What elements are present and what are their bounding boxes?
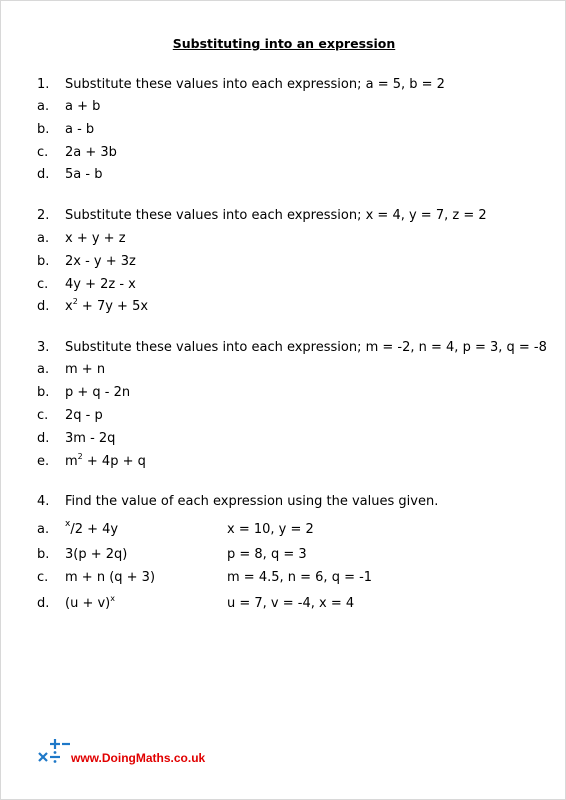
item-expression: m + n (q + 3)	[65, 570, 156, 585]
item-expression: a - b	[65, 122, 95, 137]
item-label: d.	[37, 596, 50, 611]
question-prompt: Substitute these values into each expression; a = 5, b = 2	[65, 77, 445, 92]
question-number: 1.	[37, 77, 50, 92]
item-values: m = 4.5, n = 6, q = -1	[227, 570, 373, 585]
item-expression: 3(p + 2q)	[65, 547, 128, 562]
item-expression: 5a - b	[65, 167, 103, 182]
item-label: c.	[37, 570, 49, 585]
item-label: c.	[37, 277, 49, 292]
item-values: u = 7, v = -4, x = 4	[227, 596, 355, 611]
item-expression: 2x - y + 3z	[65, 254, 136, 269]
item-expression: $m^2 + 4p + q$	[65, 452, 146, 469]
item-label: a.	[37, 231, 50, 246]
item-label: b.	[37, 547, 50, 562]
item-values: x = 10, y = 2	[227, 522, 314, 537]
item-expression: m + n	[65, 362, 106, 377]
item-label: c.	[37, 408, 49, 423]
item-values: p = 8, q = 3	[227, 547, 307, 562]
item-expression: x + y + z	[65, 231, 126, 246]
item-label: d.	[37, 299, 50, 314]
question-number: 4.	[37, 494, 50, 509]
item-label: b.	[37, 385, 50, 400]
question-prompt: Find the value of each expression using the values given.	[65, 494, 439, 509]
question-prompt: Substitute these values into each expression; m = -2, n = 4, p = 3, q = -8	[65, 340, 547, 355]
item-expression: a + b	[65, 99, 101, 114]
item-expression: p + q - 2n	[65, 385, 131, 400]
question-number: 3.	[37, 340, 50, 355]
item-expression: $(u + v)^x$	[65, 594, 115, 611]
item-expression: 3m - 2q	[65, 431, 116, 446]
item-label: d.	[37, 431, 50, 446]
item-label: a.	[37, 99, 50, 114]
item-label: e.	[37, 454, 50, 469]
item-expression: $x^2 + 7y + 5x$	[65, 297, 149, 314]
item-expression: 2a + 3b	[65, 145, 117, 160]
item-label: b.	[37, 254, 50, 269]
page-title: Substituting into an expression	[172, 36, 396, 51]
site-url[interactable]: www.DoingMaths.co.uk	[71, 751, 206, 765]
question-prompt: Substitute these values into each expression; x = 4, y = 7, z = 2	[65, 208, 487, 223]
item-expression: 4y + 2z - x	[65, 277, 136, 292]
item-label: a.	[37, 522, 50, 537]
item-expression: $^x$/2 + 4y	[65, 519, 119, 537]
item-expression: 2q - p	[65, 408, 103, 423]
item-label: b.	[37, 122, 50, 137]
item-label: c.	[37, 145, 49, 160]
item-label: a.	[37, 362, 50, 377]
item-label: d.	[37, 167, 50, 182]
question-number: 2.	[37, 208, 50, 223]
maths-symbols-icon	[37, 737, 71, 767]
